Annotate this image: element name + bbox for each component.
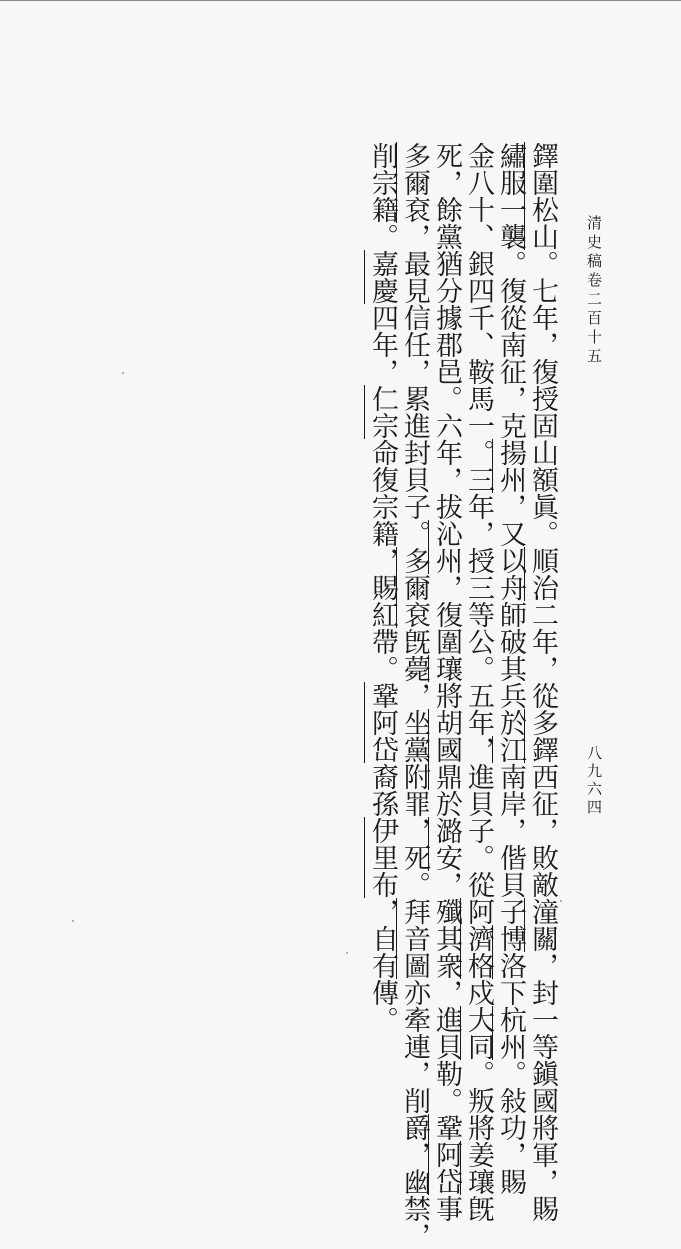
top-rule [0,0,681,1]
scan-speck [122,372,124,374]
text-column-2 [494,142,526,1195]
proper-noun: 鐸圍 [527,142,558,196]
text-run: ，殲其衆，進貝勒。 [431,871,462,1114]
scan-speck [346,952,348,954]
proper-noun: 多鐸 [527,709,558,763]
text-run: 死，餘黨猶分據郡邑。六年，拔 [431,142,462,520]
proper-noun: 阿濟格 [463,898,494,979]
proper-noun: 拜音圖 [399,898,430,979]
proper-noun: 仁宗 [367,385,398,439]
proper-noun: 胡國鼎 [431,709,462,790]
scan-speck [72,920,74,922]
text-column-5 [398,142,430,1249]
text-run: 。七年，復授固山額眞。 [527,250,558,547]
proper-noun: 博洛 [495,925,526,979]
text-run: 。敍功，賜 [495,1060,526,1195]
proper-noun: 鞏阿岱 [431,1114,462,1195]
proper-noun: 嘉慶 [367,250,398,304]
scan-speck [560,900,562,902]
text-run: 繡服一襲。復從南征，克 [495,142,526,439]
proper-noun: 江 [495,736,526,763]
text-run: 南岸，偕貝子 [495,763,526,925]
text-run: 四年， [367,304,398,385]
text-run: 二年，從 [527,601,558,709]
proper-noun: 順治 [527,547,558,601]
text-run: ，最見信任，累進封貝子。 [399,223,430,547]
text-run: 戍 [463,979,494,1006]
text-run: 亦牽連，削爵，幽禁， [399,979,430,1249]
page-number: 八九六四 [585,745,603,817]
text-run: 於 [431,790,462,817]
proper-noun: 潼關 [527,898,558,952]
text-run: ，又以舟師破其兵於 [495,493,526,736]
text-run: 西征，敗敵 [527,763,558,898]
text-run: 旣 [463,1195,494,1222]
proper-noun: 瓖 [431,655,462,682]
proper-noun: 姜瓖 [463,1141,494,1195]
text-column-1 [526,142,558,1222]
proper-noun: 潞安 [431,817,462,871]
text-run: 削宗籍。 [367,142,398,250]
text-run: 裔孫 [367,763,398,817]
vertical-text-body [367,142,558,1249]
proper-noun: 沁州 [431,520,462,574]
text-column-3 [462,142,494,1222]
proper-noun: 大同 [463,1006,494,1060]
proper-noun: 伊里布 [367,817,398,898]
text-run: 下 [495,979,526,1006]
text-run: ，封一等鎭國將軍，賜 [527,952,558,1222]
text-run: 事 [431,1195,462,1222]
proper-noun: 多爾袞 [399,547,430,628]
text-run: 將 [431,682,462,709]
proper-noun: 杭州 [495,1006,526,1060]
text-column-6 [366,142,398,1033]
proper-noun: 多爾袞 [399,142,430,223]
proper-noun: 鞏阿岱 [367,682,398,763]
text-column-4 [430,142,462,1222]
proper-noun: 揚州 [495,439,526,493]
text-run: ，自有傳。 [367,898,398,1033]
proper-noun: 松山 [527,196,558,250]
text-run: 金八十、銀四千、鞍馬一。三年，授三等公。五年，進貝子。從 [463,142,494,898]
text-run: 。叛將 [463,1060,494,1141]
page-header-title: 清史稿卷二百十五 [585,215,603,367]
text-run: 旣薨，坐黨附罪，死。 [399,628,430,898]
text-run: ，復圍 [431,574,462,655]
text-run: 命復宗籍，賜紅帶。 [367,439,398,682]
